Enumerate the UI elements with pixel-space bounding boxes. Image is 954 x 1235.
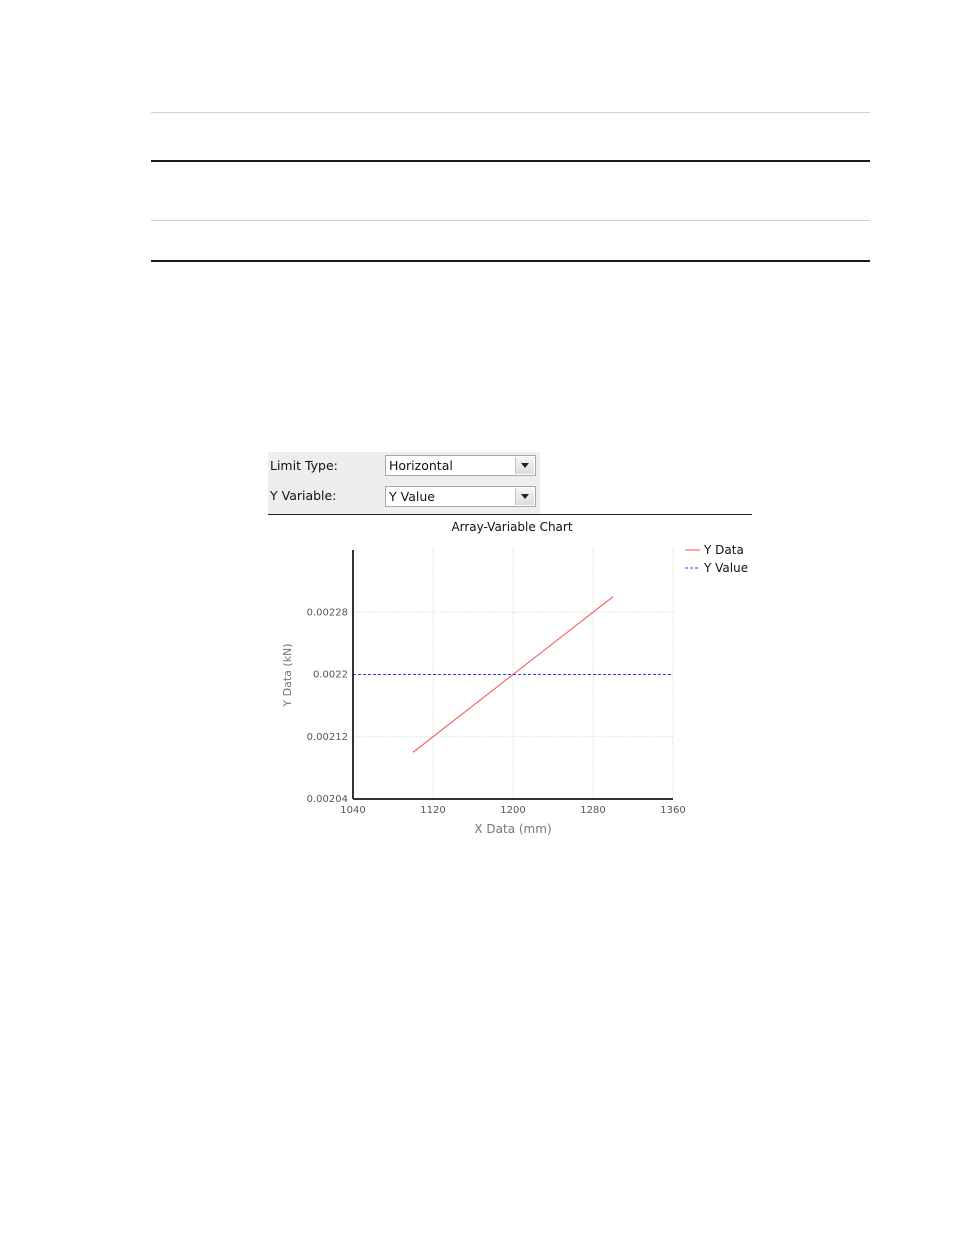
y-tick-label: 0.00228	[306, 607, 348, 619]
legend-label: Y Value	[704, 561, 749, 575]
x-tick-label: 1360	[660, 805, 686, 816]
chart-legend	[685, 543, 748, 575]
legend-label: Y Data	[704, 543, 744, 557]
y-tick-label: 0.00212	[306, 731, 348, 743]
x-tick-label: 1200	[500, 805, 526, 816]
limit-type-value: Horizontal	[389, 458, 453, 473]
x-tick-label: 1120	[420, 805, 446, 816]
chevron-down-icon[interactable]	[515, 457, 534, 474]
y-axis-label: Y Data (kN)	[281, 643, 294, 707]
y-variable-select[interactable]	[385, 486, 536, 507]
y-variable-value: Y Value	[389, 489, 435, 504]
y-tick-label: 0.00204	[306, 794, 348, 805]
y-variable-label: Y Variable:	[270, 488, 337, 503]
header-rule-4	[151, 260, 870, 262]
x-tick-label: 1280	[580, 805, 606, 816]
array-variable-chart	[260, 515, 760, 845]
y-tick-label: 0.0022	[313, 669, 348, 681]
x-tick-label: 1040	[340, 805, 366, 816]
limit-type-label: Limit Type:	[270, 458, 338, 473]
limit-type-select[interactable]	[385, 455, 536, 476]
limit-settings-panel	[268, 452, 540, 514]
header-rule-3	[151, 220, 870, 221]
header-rule-2	[151, 160, 870, 162]
chevron-down-icon[interactable]	[515, 488, 534, 505]
chart-title: Array-Variable Chart	[451, 520, 573, 534]
header-rule-1	[151, 112, 870, 113]
x-axis-label: X Data (mm)	[474, 822, 552, 836]
